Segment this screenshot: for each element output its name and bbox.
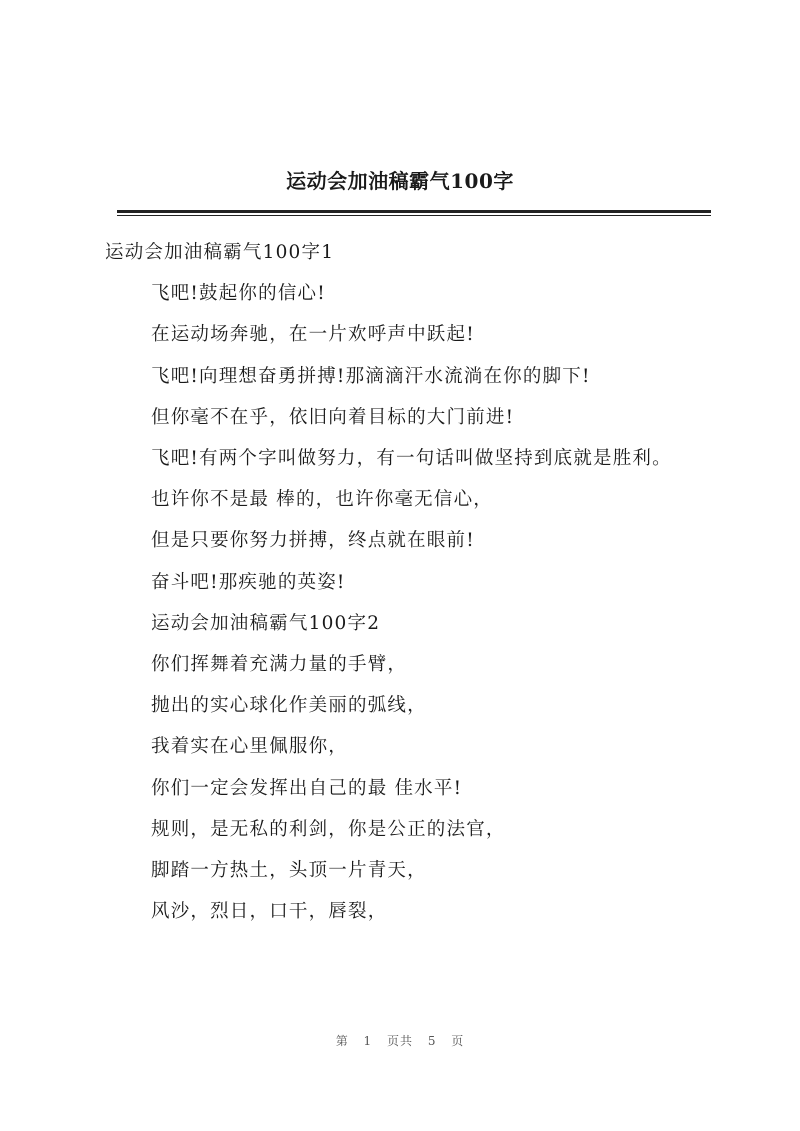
paragraph: 在运动场奔驰，在一片欢呼声中跃起! <box>151 324 475 346</box>
section-heading: 运动会加油稿霸气100字1 <box>105 242 335 263</box>
paragraph: 飞吧!有两个字叫做努力，有一句话叫做坚持到底就是胜利。 <box>151 448 672 470</box>
section-heading: 运动会加油稿霸气100字2 <box>151 612 381 634</box>
paragraph: 抛出的实心球化作美丽的弧线， <box>151 695 427 717</box>
paragraph: 我着实在心里佩服你， <box>151 736 349 758</box>
paragraph: 脚踏一方热土，头顶一片青天， <box>151 860 427 882</box>
paragraph: 风沙，烈日，口干，唇裂， <box>151 901 388 923</box>
paragraph: 你们一定会发挥出自己的最 佳水平! <box>151 777 463 799</box>
paragraph: 也许你不是最 棒的，也许你毫无信心， <box>151 489 493 511</box>
page-footer: 第 1 页共 5 页 <box>335 1034 465 1048</box>
paragraph: 规则，是无私的利剑，你是公正的法官， <box>151 818 506 840</box>
document-body <box>105 232 695 932</box>
title-divider-thin <box>117 215 711 216</box>
paragraph: 飞吧!鼓起你的信心! <box>151 283 326 305</box>
paragraph: 你们挥舞着充满力量的手臂， <box>151 654 408 676</box>
paragraph: 奋斗吧!那疾驰的英姿! <box>151 571 346 593</box>
document-title: 运动会加油稿霸气100字 <box>286 169 514 193</box>
paragraph: 飞吧!向理想奋勇拼搏!那滴滴汗水流淌在你的脚下! <box>151 365 591 387</box>
title-divider-thick <box>117 210 711 213</box>
paragraph: 但是只要你努力拼搏，终点就在眼前! <box>151 530 475 552</box>
paragraph: 但你毫不在乎，依旧向着目标的大门前进! <box>151 406 515 428</box>
